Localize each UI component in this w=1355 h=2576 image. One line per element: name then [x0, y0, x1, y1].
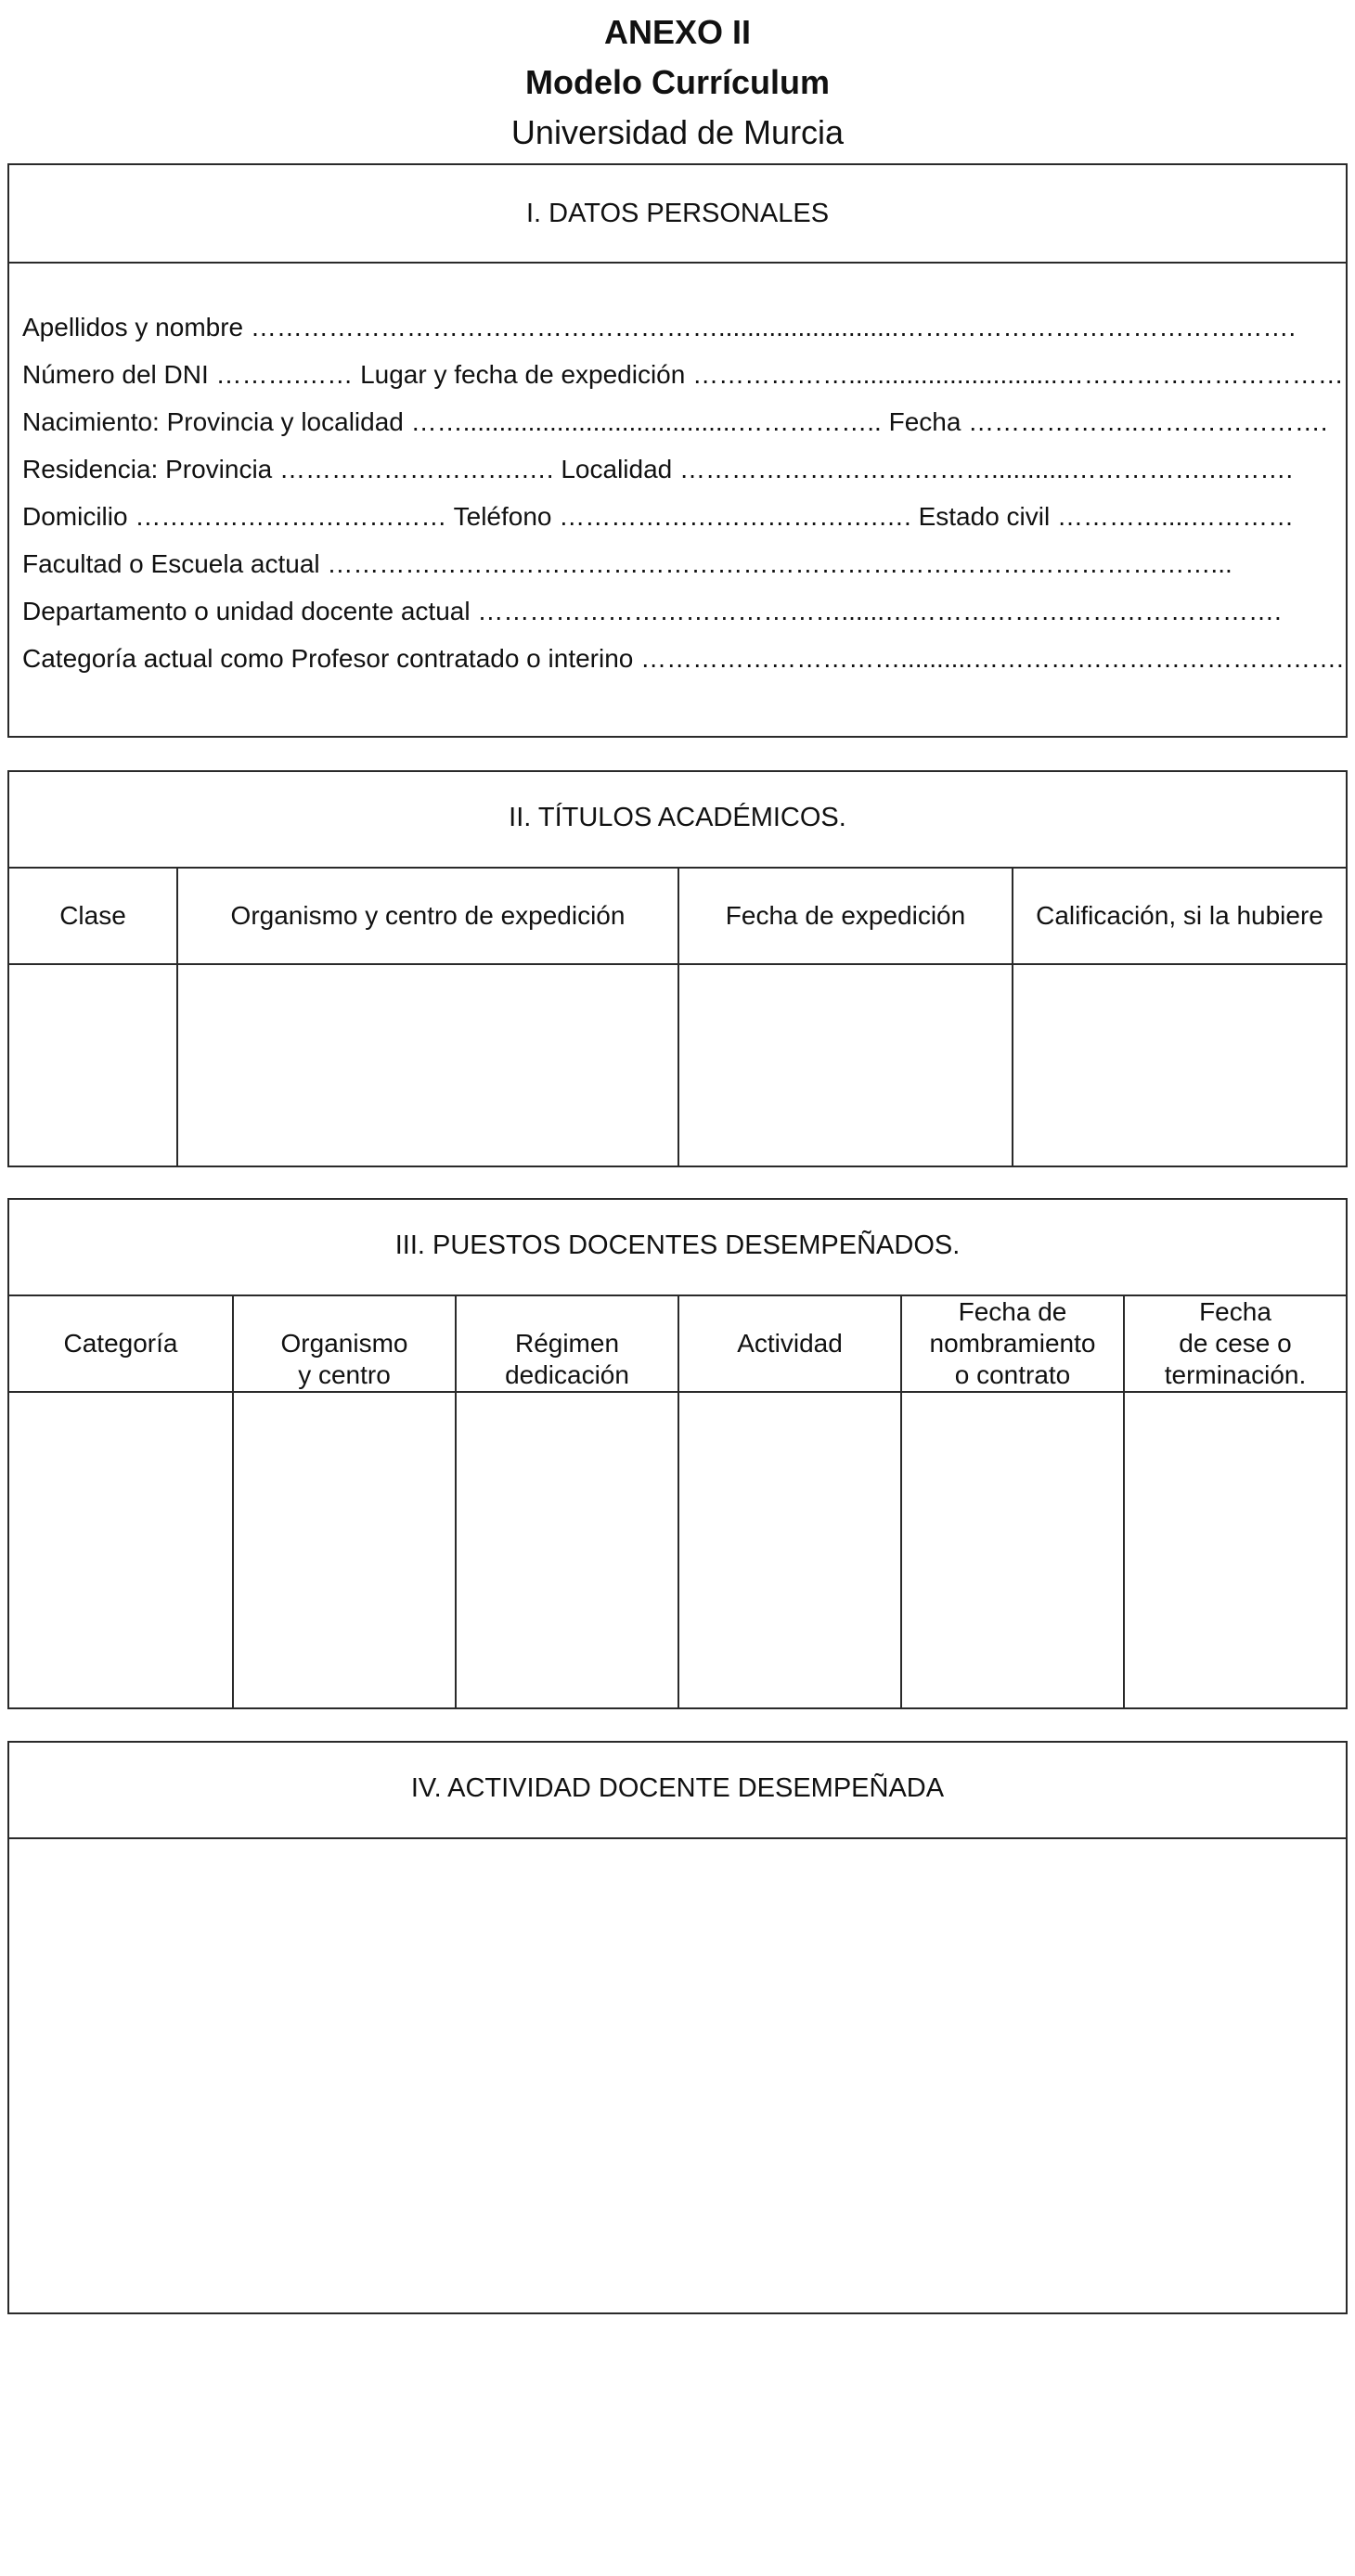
- field-residence: Residencia: Provincia ……………………….…. Localidad ………………………………...........…………….……….: [22, 455, 1294, 483]
- field-department: Departamento o unidad docente actual ……………………………………......……………………………………….: [22, 597, 1282, 625]
- section-personal-data-title: I. DATOS PERSONALES: [525, 199, 830, 228]
- field-dni: Número del DNI ……….…… Lugar y fecha de expedición ……………….............................……………………………: [22, 360, 1344, 389]
- column-header-clase: [9, 869, 176, 963]
- column-header-organismo: [178, 869, 678, 963]
- divider: [9, 262, 1346, 264]
- column-header-label: Fecha de expedición: [725, 901, 966, 930]
- section-teaching-posts: [7, 1198, 1348, 1709]
- column-header-label: Organismo y centro de expedición: [230, 901, 626, 930]
- section-teaching-posts-title: III. PUESTOS DOCENTES DESEMPEÑADOS.: [394, 1230, 961, 1260]
- field-category: Categoría actual como Profesor contratado o interino …………………………..........…………………………………….: [22, 644, 1344, 673]
- university-title: Universidad de Murcia: [510, 113, 845, 151]
- column-header-label: Actividad: [737, 1329, 843, 1358]
- field-faculty: Facultad o Escuela actual …………………………………………………………………………………………...: [22, 549, 1232, 578]
- annex-title: ANEXO II: [603, 13, 752, 51]
- model-title: Modelo Currículum: [524, 63, 830, 101]
- divider: [9, 1837, 1346, 1839]
- field-birth: Nacimiento: Provincia y localidad ……......................................…………….. Fecha ………………..………………….: [22, 407, 1328, 436]
- column-header-regimen: [457, 1296, 678, 1391]
- column-header-label: Categoría: [63, 1329, 178, 1358]
- column-header-fecha-cese: [1125, 1296, 1346, 1391]
- section-academic-titles-title: II. TÍTULOS ACADÉMICOS.: [509, 803, 846, 832]
- column-header-actividad: [679, 1296, 900, 1391]
- column-header-label: Calificación, si la hubiere: [1036, 901, 1323, 930]
- column-header-label: Clase: [59, 901, 126, 930]
- column-header-label: Organismo y centro: [280, 1329, 408, 1389]
- section-teaching-activity-title: IV. ACTIVIDAD DOCENTE DESEMPEÑADA: [410, 1773, 945, 1803]
- column-header-label: Fecha de nombramiento o contrato: [929, 1297, 1096, 1389]
- column-header-fecha-nombramiento: [902, 1296, 1123, 1391]
- field-address: Domicilio ……………………………… Teléfono ……………………………….…. Estado civil …………....…………: [22, 502, 1295, 531]
- section-teaching-activity: [7, 1741, 1348, 2314]
- field-full-name: Apellidos y nombre ……………………………………………….........................……………………………………….: [22, 313, 1297, 341]
- section-personal-data: [7, 163, 1348, 738]
- column-header-categoria: [9, 1296, 232, 1391]
- column-header-fecha: [679, 869, 1012, 963]
- column-header-calificacion: [1013, 869, 1346, 963]
- section-academic-titles: [7, 770, 1348, 1167]
- column-header-organismo: [234, 1296, 455, 1391]
- column-header-label: Régimen dedicación: [505, 1329, 629, 1389]
- column-header-label: Fecha de cese o terminación.: [1164, 1297, 1307, 1389]
